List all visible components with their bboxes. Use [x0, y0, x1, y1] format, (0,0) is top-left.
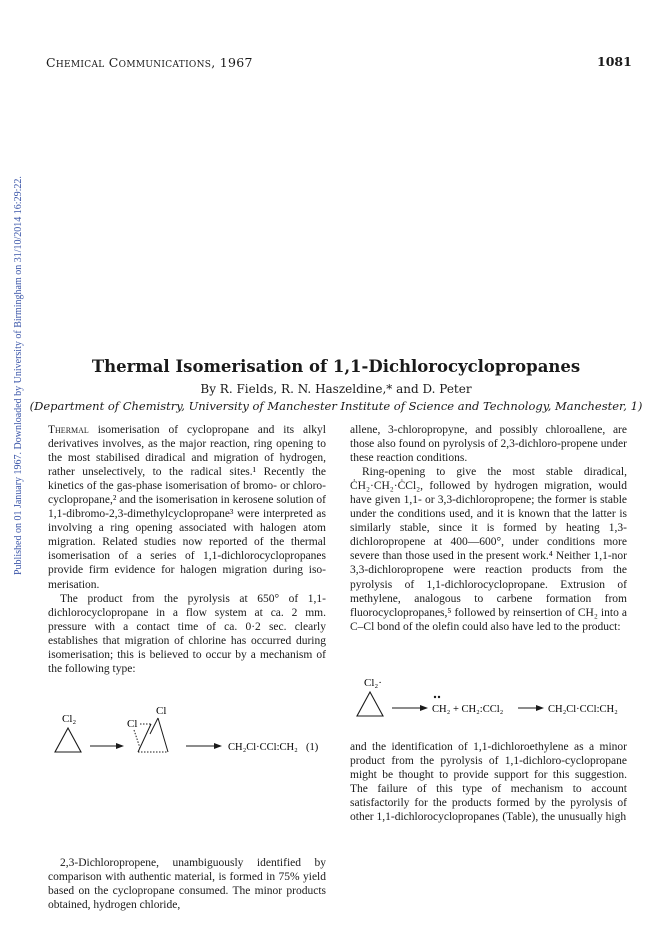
scheme2-product: CH₂Cl·CCl:CH₂ [548, 704, 618, 715]
paragraph-minor-products: allene, 3-chloropropyne, and possibly chloroallene, are those also found on pyrolysis of 2,3-dichloro-propene under these reaction conditions. [350, 424, 627, 465]
scheme2-arrow-1 [392, 705, 428, 711]
scheme1-product: CH₂Cl·CCl:CH₂ [228, 742, 298, 753]
body-column-right [350, 423, 627, 634]
body-column-right-bottom [350, 740, 627, 824]
scheme1-arrow-1 [90, 743, 124, 749]
running-header-journal: Chemical Communications, 1967 [46, 55, 253, 70]
article-title: Thermal Isomerisation of 1,1-Dichlorocyclopropanes [91, 357, 581, 376]
page-number: 1081 [597, 54, 632, 69]
body-column-left-bottom [48, 856, 326, 912]
scheme1-transition-state [127, 705, 168, 752]
reaction-scheme-1 [48, 700, 326, 780]
scheme2-carbene: CH₂ [432, 704, 451, 715]
article-affiliation: (Department of Chemistry, University of Manchester Institute of Science and Technology, Manchester, 1) [29, 399, 643, 413]
paragraph-intro-text: isomerisation of cyclopropane and its alkyl derivatives involves, as the major reaction, ring opening to the most stabilised diradical and migration of hydrogen, rather unselectively, to the radical sites.¹ Recently the kinetics of the gas-phase isomerisation of bromo- or chloro-cyclopropane,² and the isomerisation in kerosene solution of 1,1-dibromo-2,3-dimethylcyclopropane³ were interpreted as involving a ring opening associated with halogen atom migration. Related studies now reported of the thermal isomerisation of a series of 1,1-dichlorocyclopropanes provide firm evidence for halogen migration during iso-merisation. [48, 424, 326, 591]
scheme1-reactant-label: Cl₂ [62, 713, 77, 725]
scheme2-reactant [357, 677, 383, 716]
scheme2-reactant-label: Cl₂· [364, 677, 382, 689]
scheme1-arrow-2 [186, 743, 222, 749]
lead-word: Thermal [48, 424, 89, 436]
paragraph-intro [48, 423, 326, 592]
scheme2-olefin: + CH₂:CCl₂ [453, 704, 504, 715]
paragraph-identification: 2,3-Dichloropropene, unambiguously identified by comparison with authentic material, is formed in 75% yield based on the cyclopropane consumed. The minor products obtained, hydrogen chloride, [48, 857, 326, 912]
body-column-left [48, 423, 326, 676]
paragraph-pyrolysis: The product from the pyrolysis at 650° of 1,1-dichlorocyclopropane in a flow system at ca. 2 mm. pressure with a contact time of ca. 0·2 sec. clearly establishes that migration of chlorine has occurred during isomerisation; this is believed to occur by a mechanism of the following type: [48, 592, 326, 675]
article-authors: By R. Fields, R. N. Haszeldine,* and D. Peter [200, 382, 472, 396]
paragraph-dichloroethylene: and the identification of 1,1-dichloroethylene as a minor product from the pyrolysis of 1,1-dichloro-cyclopropane might be thought to provide support for this suggestion. The failure of this type of mechanism to account satisfactorily for the products formed by the pyrolysis of other 1,1-dichlorocyclopropanes (Table), the unusually high [350, 741, 627, 824]
download-watermark[interactable]: Published on 01 January 1967. Downloaded by University of Birmingham on 31/10/2014 16:29:22. [13, 176, 24, 575]
paragraph-ring-opening: Ring-opening to give the most stable diradical, ĊH₂·CH₂·ĊCl₂, followed by hydrogen migration, would have given 1,1- or 3,3-dichloropropene; the former is stable under the conditions used, and it is known that the latter is similarly stable, since it is formed by heating 1,3-dichloropropene at 400—600°, under conditions more severe than those used in the present work.⁴ Neither 1,1-nor 3,3-dichloropropene were reaction products from the pyrolysis of 1,1-dichlorocyclopropane. Extrusion of methylene, analogous to carbene formation from fluorocyclopropanes,⁵ followed by reinsertion of CH₂ into a C–Cl bond of the olefin could also have led to the product: [350, 466, 627, 633]
scheme1-reactant [55, 713, 81, 752]
scheme1-ts-cl-top: Cl [156, 705, 167, 717]
scheme2-arrow-2 [518, 705, 544, 711]
scheme1-equation-number: (1) [306, 742, 319, 753]
reaction-scheme-2 [350, 672, 627, 732]
scheme1-ts-cl-left: Cl [127, 718, 138, 730]
